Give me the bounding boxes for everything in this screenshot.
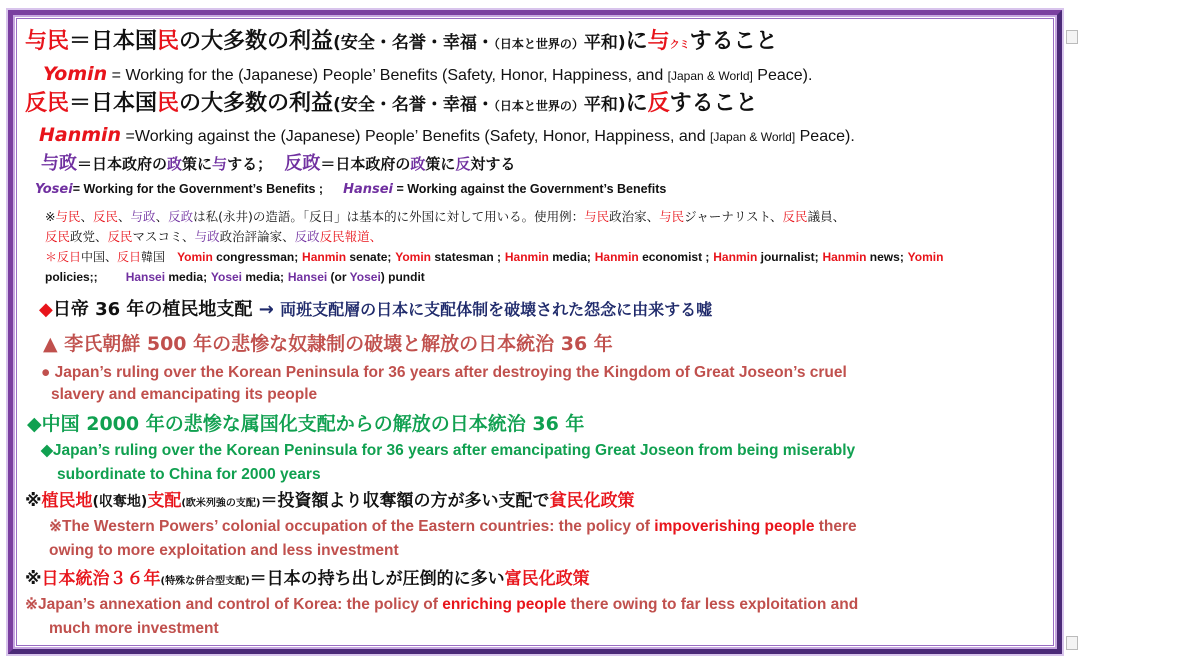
text-segment: 政党、 <box>70 229 108 244</box>
text-segment: 反民 <box>782 209 808 224</box>
yomin-definition-en <box>43 65 812 84</box>
text-segment: media; <box>165 270 208 284</box>
text-segment: Hanmin <box>713 250 758 264</box>
text-segment: [Japan & World] <box>667 69 753 83</box>
text-segment: 李氏朝鮮 500 年の悲惨な奴隷制の破壊と解放の日本統治 36 年 <box>57 333 613 355</box>
text-segment: Hanmin <box>822 250 867 264</box>
text-segment: 中国 2000 年の悲惨な属国化支配からの解放の日本統治 36 年 <box>41 413 585 435</box>
text-segment: Hansei <box>287 270 328 284</box>
text-segment: ※ <box>25 491 42 511</box>
text-segment: ※ <box>25 596 38 613</box>
china-liberation-jp <box>27 415 584 434</box>
text-segment: media; <box>242 270 285 284</box>
text-segment: ＝日本政府の <box>320 155 411 173</box>
text-segment: 与政 <box>41 153 77 174</box>
text-segment: ◆ <box>39 299 53 320</box>
yomin-term: 与民 <box>25 29 70 54</box>
usage-note-line-4 <box>45 271 425 283</box>
text-segment: 反民報道、 <box>319 229 383 244</box>
text-segment: 反政 <box>284 153 321 174</box>
text-segment: 与政 <box>194 229 220 244</box>
text-segment: ＊反日 <box>45 250 82 264</box>
text-segment: 韓国 <box>141 250 166 264</box>
text-segment: Yomin <box>907 250 944 264</box>
text-segment: (or <box>327 270 350 284</box>
joseon-liberation-en-1 <box>41 365 847 381</box>
text-segment: 支配 <box>147 491 182 511</box>
text-segment: 与 <box>212 155 228 173</box>
text-segment: ＝投資額より収奪額の方が多い支配で <box>260 491 550 511</box>
text-segment: media; <box>548 250 591 264</box>
japan-annexation-en-2 <box>49 621 219 637</box>
text-segment: クミ <box>669 40 690 51</box>
text-segment: Japan’s ruling over the Korean Peninsula for 36 years after emancipating Great Joseon from being miserably <box>52 442 856 459</box>
text-segment: 、 <box>80 209 94 224</box>
text-segment: 中国、 <box>81 250 118 264</box>
text-segment: subordinate to China for 2000 years <box>57 466 321 483</box>
text-segment: = Working against the Government’s Benefits <box>392 182 667 196</box>
text-segment: Peace). <box>752 67 813 84</box>
china-liberation-en-2 <box>57 467 321 483</box>
text-segment: （日本と世界の） <box>493 37 584 51</box>
text-segment: Japan’s ruling over the Korean Peninsula for 36 years after destroying the Kingdom of Great Joseon’s cruel <box>50 364 847 381</box>
text-segment: policies;; <box>45 270 98 284</box>
text-segment: ＝日本国 <box>69 29 158 54</box>
text-segment: The Western Powers’ colonial occupation of the Eastern countries: the policy of <box>62 518 655 535</box>
text-segment: ※ <box>45 209 56 224</box>
text-segment: に <box>625 29 648 54</box>
usage-note-line-1 <box>45 211 845 224</box>
text-segment: news; <box>866 250 904 264</box>
text-segment: 政治評論家、 <box>219 229 295 244</box>
text-segment: owing to more exploitation and less investment <box>49 542 399 559</box>
text-segment: 平和) <box>583 33 626 53</box>
text-segment: 民 <box>157 91 180 116</box>
text-segment: =Working against the (Japanese) People’ Benefits (Safety, Honor, Happiness, and <box>121 128 711 145</box>
text-segment: 与民 <box>55 209 81 224</box>
text-segment: 与政 <box>130 209 156 224</box>
text-segment: の大多数の利益 <box>179 29 334 54</box>
text-segment: Peace). <box>795 128 855 145</box>
text-segment: 政 <box>167 155 183 173</box>
text-segment: 対する <box>470 155 516 173</box>
text-segment: 策に <box>425 155 456 173</box>
text-segment: = Working for the (Japanese) People’ Benefits (Safety, Honor, Happiness, and <box>107 67 668 84</box>
text-segment: 反政 <box>168 209 194 224</box>
text-segment: slavery and emancipating its people <box>51 386 318 403</box>
text-segment: ＝日本政府の <box>77 155 168 173</box>
text-segment: ) pundit <box>380 270 425 284</box>
text-segment: Japan’s annexation and control of Korea: the policy of <box>38 596 443 613</box>
text-segment: Hanmin <box>594 250 639 264</box>
text-segment: 反 <box>647 91 670 116</box>
colony-claim-jp <box>39 301 712 319</box>
text-segment: （日本と世界の） <box>493 99 584 113</box>
text-segment: 議員、 <box>807 209 846 224</box>
text-segment: journalist; <box>757 250 819 264</box>
text-segment: 与 <box>647 29 670 54</box>
western-colonialism-en-2 <box>49 543 399 559</box>
text-segment: = Working for the Government’s Benefits ; <box>72 182 324 196</box>
text-segment: 反民 <box>107 229 133 244</box>
text-segment: ＝日本国 <box>69 91 158 116</box>
text-segment: ● <box>41 364 51 381</box>
text-segment: ◆ <box>27 413 42 435</box>
text-segment: Yomin <box>43 63 108 85</box>
text-segment: Yosei <box>210 270 243 284</box>
text-segment: マスコミ、 <box>132 229 195 244</box>
text-segment: much more investment <box>49 620 219 637</box>
western-colonialism-jp <box>25 493 634 510</box>
text-segment: ※ <box>25 569 42 589</box>
text-segment: 策に <box>182 155 213 173</box>
text-segment: Hanmin <box>39 124 122 146</box>
scroll-marker-bottom <box>1066 636 1078 650</box>
text-segment: は私(永井)の造語。「反日」は基本的に外国に対して用いる。使用例： <box>193 209 585 224</box>
text-segment: Yomin <box>177 250 213 264</box>
text-segment: 民 <box>157 29 180 54</box>
text-segment: に <box>625 91 648 116</box>
text-segment: 反民 <box>45 229 71 244</box>
text-segment: ＝日本の持ち出しが圧倒的に多い <box>249 569 505 589</box>
text-segment: 政 <box>410 155 426 173</box>
text-segment: 反民 <box>93 209 119 224</box>
text-segment: congressman; <box>212 250 299 264</box>
usage-note-line-2 <box>45 231 382 244</box>
china-liberation-en-1 <box>41 443 855 459</box>
text-segment: 反民 <box>25 91 70 116</box>
text-segment: 、 <box>118 209 131 224</box>
hanmin-definition-en <box>39 126 855 145</box>
text-segment: Hansei <box>125 270 166 284</box>
text-segment: impoverishing people <box>654 518 815 535</box>
text-segment: ◆ <box>41 442 53 459</box>
yosei-hansei-jp <box>41 155 515 173</box>
text-segment: 政治家、 <box>609 209 660 224</box>
text-segment: 日帝 36 年の植民地支配 <box>52 299 253 320</box>
text-segment: Yomin <box>395 250 432 264</box>
text-segment: Hanmin <box>504 250 549 264</box>
text-segment: ジャーナリスト、 <box>684 209 783 224</box>
text-segment: 反日 <box>117 250 142 264</box>
text-segment: [Japan & World] <box>710 130 796 144</box>
text-segment: (安全・名誉・幸福・ <box>333 95 494 115</box>
joseon-liberation-jp <box>43 335 613 354</box>
text-segment: Yosei <box>35 182 73 197</box>
text-segment: 日本統治３６年 <box>41 569 161 589</box>
text-segment: する； <box>227 155 273 173</box>
hanmin-definition-jp <box>25 93 758 115</box>
yomin-definition-jp <box>25 31 778 53</box>
text-segment: statesman ; <box>431 250 502 264</box>
usage-note-line-3 <box>45 251 943 263</box>
japan-annexation-jp <box>25 571 590 588</box>
text-segment: 反政 <box>294 229 320 244</box>
text-segment: 与民 <box>584 209 610 224</box>
text-segment: 平和) <box>583 95 626 115</box>
text-segment: 貧民化政策 <box>549 491 635 511</box>
text-segment: 与民 <box>659 209 685 224</box>
text-segment: Yosei <box>349 270 381 284</box>
text-segment: 反 <box>455 155 471 173</box>
japan-annexation-en-1 <box>25 597 858 613</box>
scroll-marker-top <box>1066 30 1078 44</box>
text-segment: there owing to far less exploitation and <box>566 596 859 613</box>
text-segment: Hansei <box>343 182 393 197</box>
text-segment: すること <box>669 91 758 116</box>
text-segment: (欧米列強の支配) <box>181 498 261 509</box>
joseon-liberation-en-2 <box>51 387 317 403</box>
western-colonialism-en-1 <box>49 519 857 535</box>
text-segment: 植民地 <box>41 491 93 511</box>
text-segment: economist ; <box>638 250 710 264</box>
text-segment: の大多数の利益 <box>179 91 334 116</box>
text-segment: すること <box>689 29 778 54</box>
text-segment: (安全・名誉・幸福・ <box>333 33 494 53</box>
text-segment: senate; <box>346 250 392 264</box>
text-segment: there <box>814 518 857 535</box>
document-frame <box>8 10 1062 654</box>
text-segment: (特殊な併合型支配) <box>160 576 250 587</box>
text-segment: 富民化政策 <box>504 569 590 589</box>
yosei-hansei-en <box>35 183 666 196</box>
text-segment: enriching people <box>442 596 567 613</box>
text-segment: 両班支配層の日本に支配体制を破壊された怨念に由来する嘘 <box>280 300 713 319</box>
text-segment: ▲ <box>43 333 58 355</box>
text-segment: ※ <box>49 518 62 535</box>
text-segment: (収奪地) <box>92 494 148 510</box>
text-segment: Hanmin <box>302 250 347 264</box>
text-segment: → <box>252 299 281 320</box>
text-segment: 、 <box>155 209 169 224</box>
